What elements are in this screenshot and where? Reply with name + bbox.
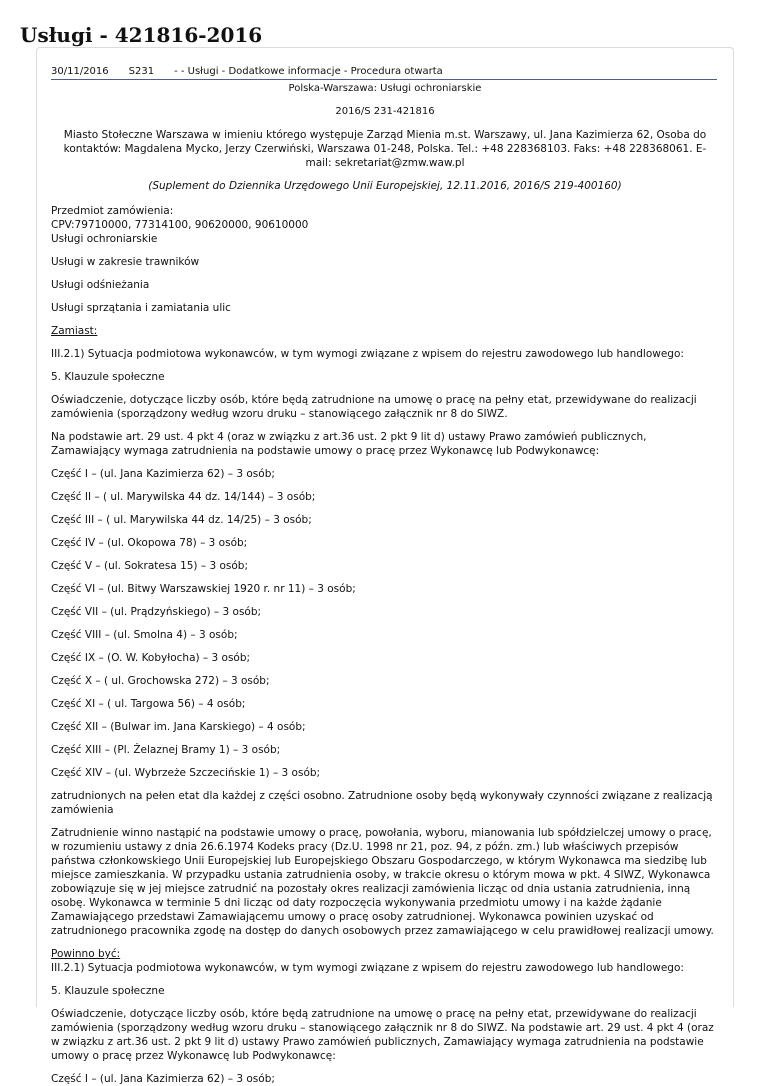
zamiast-clause: 5. Klauzule społeczne — [51, 371, 165, 383]
part-item: Część V – (ul. Sokratesa 15) – 3 osób; — [51, 560, 248, 572]
service-item: Usługi odśnieżania — [51, 279, 150, 291]
zamiast-paragraph: Oświadczenie, dotyczące liczby osób, które będą zatrudnione na umowę o pracę na pełny etat, przewidywane do realizacji zamówienia (sporządzony według wzoru druku – stanowiącego załącznik nr 8 do SIWZ. — [51, 394, 697, 420]
notice-date: 30/11/2016 — [51, 66, 109, 77]
zamiast-label: Zamiast: — [51, 325, 98, 337]
part-item: Część I – (ul. Jana Kazimierza 62) – 3 osób; — [51, 468, 275, 480]
notice-document — [36, 47, 734, 1085]
part-item: Część X – ( ul. Grochowska 272) – 3 osób; — [51, 675, 270, 687]
part-item: Część III – ( ul. Marywilska 44 dz. 14/25) – 3 osób; — [51, 514, 312, 526]
part-item: Część XIV – (ul. Wybrzeże Szczecińskie 1) – 3 osób; — [51, 767, 321, 779]
part-item: Część II – ( ul. Marywilska 44 dz. 14/144) – 3 osób; — [51, 491, 316, 503]
part-item: Część IV – (ul. Okopowa 78) – 3 osób; — [51, 537, 248, 549]
subject-cpv: CPV:79710000, 77314100, 90620000, 90610000 — [51, 219, 309, 231]
part-item: Część IX – (O. W. Kobyłocha) – 3 osób; — [51, 652, 251, 664]
zamiast-paragraph: zatrudnionych na pełen etat dla każdej z części osobno. Zatrudnione osoby będą wykonywały czynności związane z realizacją zamówienia — [51, 790, 713, 816]
contracting-authority: Miasto Stołeczne Warszawa w imieniu którego występuje Zarząd Mienia m.st. Warszawy, ul. Jana Kazimierza 62, Osoba do kontaktów: Magdalena Mycko, Jerzy Czerwiński, Warszawa 01-248, Polska. Tel.: +48 228368103. Faks: +48 228368061. E-mail: sekretariat@zmw.waw.pl — [63, 129, 707, 169]
page-title: Usługi - 421816-2016 — [20, 23, 263, 47]
part-item: Część VIII – (ul. Smolna 4) – 3 osób; — [51, 629, 238, 641]
part-item: Część VI – (ul. Bitwy Warszawskiej 1920 r. nr 11) – 3 osób; — [51, 583, 356, 595]
notice-ref: S231 — [128, 66, 155, 77]
subject-block — [51, 204, 719, 246]
part-item: Część I – (ul. Jana Kazimierza 62) – 3 osób; — [51, 1073, 275, 1085]
notice-number: 2016/S 231-421816 — [335, 106, 435, 117]
header-divider — [51, 79, 717, 80]
powinno-paragraph: Oświadczenie, dotyczące liczby osób, które będą zatrudnione na umowę o pracę na pełny etat, przewidywane do realizacji zamówienia (sporządzony według wzoru druku – stanowiącego załącznik nr 8 do SIWZ. Na podstawie art. 29 ust. 4 pkt 4 (oraz w związku z art.36 ust. 2 pkt 9 lit d) ustawy Prawo zamówień publicznych, Zamawiający wymaga zatrudnienia na podstawie umowy o pracę przez Wykonawcę lub Podwykonawcę: — [51, 1008, 714, 1062]
powinno-label: Powinno być: — [51, 948, 121, 960]
zamiast-paragraph: Zatrudnienie winno nastąpić na podstawie umowy o pracę, powołania, wyboru, mianowania lub spółdzielczej umowy o pracę, w rozumieniu ustawy z dnia 26.6.1974 Kodeks pracy (Dz.U. 1998 nr 21, poz. 94, z późn. zm.) lub właściwych przepisów państwa członkowskiego Unii Europejskiej lub Europejskiego Obszaru Gospodarczego, w którym Wykonawca ma siedzibę lub miejsce zamieszkania. W przypadku ustania zatrudnienia osoby, w trakcie okresu o którym mowa w pkt. 4 SIWZ, Wykonawca zobowiązuje się w jej miejsce zatrudnić na pozostały okres realizacji zamówienia licząc od dnia ustania zatrudnienia, inną osobę. Wykonawca w terminie 5 dni licząc od daty rozpoczęcia wykonywania przedmiotu umowy i na każde żądanie Zamawiającego przedstawi Zamawiającemu umowy o pracę osoby zatrudnionej. Wykonawca powinien uzyskać od zatrudnionego pracownika zgodę na dostęp do danych osobowych przez zamawiającego w celu prawidłowej realizacji umowy. — [51, 827, 714, 937]
powinno-block — [51, 947, 719, 975]
supplement-reference: (Suplement do Dziennika Urzędowego Unii Europejskiej, 12.11.2016, 2016/S 219-400160) — [148, 180, 622, 192]
part-item: Część VII – (ul. Prądzyńskiego) – 3 osób; — [51, 606, 262, 618]
powinno-section: III.2.1) Sytuacja podmiotowa wykonawców, w tym wymogi związane z wpisem do rejestru zawodowego lub handlowego: — [51, 962, 684, 974]
part-item: Część XIII – (Pl. Żelaznej Bramy 1) – 3 osób; — [51, 744, 281, 756]
powinno-clause: 5. Klauzule społeczne — [51, 985, 165, 997]
part-item: Część XI – ( ul. Targowa 56) – 4 osób; — [51, 698, 246, 710]
zamiast-paragraph: Na podstawie art. 29 ust. 4 pkt 4 (oraz w związku z art.36 ust. 2 pkt 9 lit d) ustawy Prawo zamówień publicznych, Zamawiający wymaga zatrudnienia na podstawie umowy o pracę przez Wykonawcę lub Podwykonawcę: — [51, 431, 647, 457]
service-item: Usługi w zakresie trawników — [51, 256, 200, 268]
subject-label: Przedmiot zamówienia: — [51, 205, 174, 217]
zamiast-section: III.2.1) Sytuacja podmiotowa wykonawców, w tym wymogi związane z wpisem do rejestru zawodowego lub handlowego: — [51, 348, 684, 360]
service-item: Usługi sprzątania i zamiatania ulic — [51, 302, 231, 314]
subject-name: Usługi ochroniarskie — [51, 233, 158, 245]
notice-header-row — [51, 65, 719, 78]
notice-title: Polska-Warszawa: Usługi ochroniarskie — [288, 83, 482, 94]
part-item: Część XII – (Bulwar im. Jana Karskiego) – 4 osób; — [51, 721, 306, 733]
notice-description: - - Usługi - Dodatkowe informacje - Procedura otwarta — [174, 66, 443, 77]
